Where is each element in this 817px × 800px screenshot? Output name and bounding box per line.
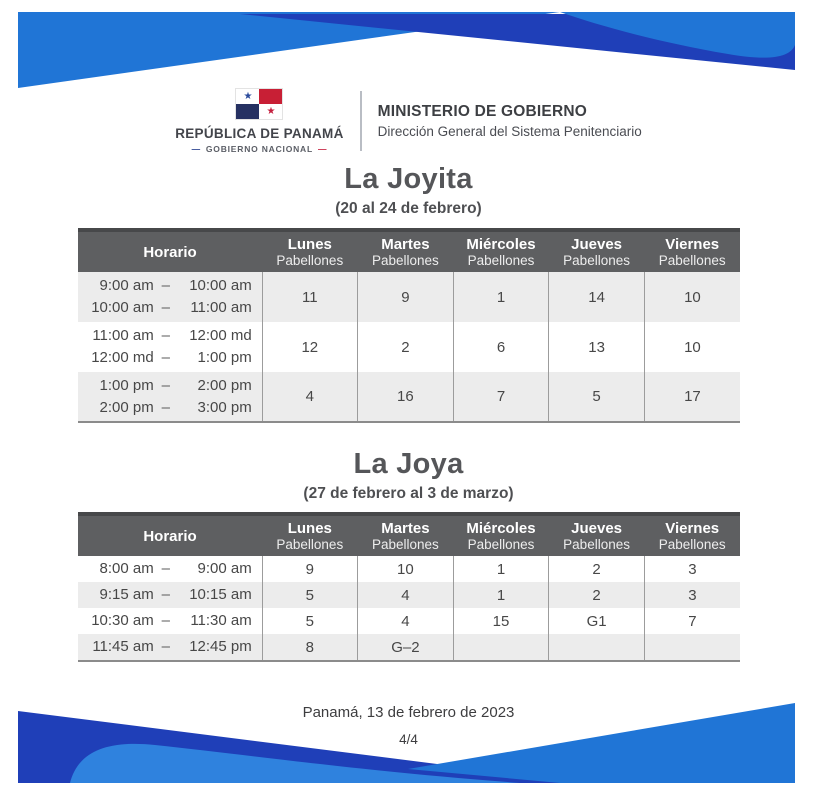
pabellones-value-cell: 5 (549, 372, 645, 422)
bottom-banner-decoration (0, 695, 817, 800)
pabellones-value-cell (453, 634, 549, 661)
time-from: 8:00 am (99, 560, 154, 577)
time-to: 12:45 pm (189, 638, 252, 655)
pabellones-value-cell: 2 (549, 556, 645, 582)
time-range (78, 275, 262, 297)
pabellones-value-cell: G–2 (358, 634, 454, 661)
day-label: Lunes (287, 519, 332, 537)
right-dash-decoration: — (317, 144, 328, 154)
time-dash: – (161, 586, 170, 603)
pabellones-value-cell: 6 (453, 322, 549, 372)
pabellones-value-cell: 4 (262, 372, 358, 422)
time-slot-cell (78, 372, 262, 422)
time-to: 10:15 am (189, 586, 252, 603)
pabellones-value-cell: G1 (549, 608, 645, 634)
time-dash: – (161, 398, 170, 416)
pabellones-label: Pabellones (371, 252, 439, 268)
pabellones-value-cell: 10 (644, 272, 740, 322)
time-range (78, 375, 262, 397)
time-range (78, 556, 262, 582)
pabellones-label: Pabellones (658, 252, 726, 268)
time-range (78, 582, 262, 608)
day-label: Jueves (571, 235, 623, 253)
schedule-row (78, 372, 740, 422)
time-slot-cell (78, 556, 262, 582)
day-label: Miércoles (466, 235, 536, 253)
schedule-row (78, 634, 740, 661)
day-header-jueves (549, 230, 645, 272)
pabellones-label: Pabellones (658, 536, 726, 552)
time-to: 11:00 am (190, 299, 252, 316)
pabellones-value-cell: 3 (644, 582, 740, 608)
pabellones-value-cell: 1 (453, 582, 549, 608)
pabellones-label: Pabellones (467, 252, 535, 268)
pabellones-value-cell (644, 634, 740, 661)
pabellones-value-cell: 14 (549, 272, 645, 322)
ministry-title: MINISTERIO DE GOBIERNO (377, 103, 588, 120)
day-label: Lunes (287, 235, 332, 253)
pabellones-value-cell: 9 (358, 272, 454, 322)
joyita-title: La Joyita (344, 163, 473, 195)
day-label: Jueves (571, 519, 623, 537)
day-header-lunes (262, 230, 358, 272)
day-label: Martes (381, 519, 430, 537)
pabellones-label: Pabellones (276, 252, 344, 268)
time-to: 10:00 am (189, 277, 252, 294)
pabellones-value-cell: 2 (549, 582, 645, 608)
time-dash: – (161, 376, 170, 394)
time-from: 9:00 am (99, 277, 154, 294)
org-header-right (378, 103, 642, 139)
republic-title: REPÚBLICA DE PANAMÁ (175, 126, 344, 141)
time-from: 12:00 md (91, 349, 154, 366)
time-dash: – (161, 638, 170, 655)
time-to: 9:00 am (197, 560, 252, 577)
time-to: 12:00 md (189, 327, 252, 344)
time-from: 11:00 am (92, 327, 154, 344)
day-header-miercoles (453, 514, 549, 556)
national-subtitle (192, 144, 328, 154)
day-header-miercoles (453, 230, 549, 272)
pabellones-label: Pabellones (563, 252, 630, 268)
day-header-viernes (644, 514, 740, 556)
time-to: 1:00 pm (197, 349, 252, 366)
time-from: 2:00 pm (99, 398, 154, 416)
national-label: GOBIERNO NACIONAL (205, 144, 313, 154)
schedule-row (78, 322, 740, 372)
pabellones-value-cell: 3 (644, 556, 740, 582)
time-range (78, 397, 262, 419)
time-from: 1:00 pm (99, 376, 154, 394)
pabellones-value-cell: 13 (549, 322, 645, 372)
time-slot-cell (78, 582, 262, 608)
time-slot-cell (78, 608, 262, 634)
day-header-viernes (644, 230, 740, 272)
pabellones-value-cell: 5 (262, 582, 358, 608)
time-slot-cell (78, 634, 262, 661)
horario-header: Horario (78, 230, 262, 272)
org-header (0, 88, 817, 154)
pabellones-value-cell: 16 (358, 372, 454, 422)
pabellones-value-cell: 10 (358, 556, 454, 582)
day-label: Miércoles (466, 519, 536, 537)
joyita-section-title (0, 163, 817, 218)
joyita-date-range: (20 al 24 de febrero) (335, 200, 482, 217)
header-divider (360, 91, 362, 151)
joya-date-range: (27 de febrero al 3 de marzo) (303, 485, 514, 502)
schedule-row (78, 272, 740, 322)
day-header-jueves (549, 514, 645, 556)
pabellones-value-cell: 5 (262, 608, 358, 634)
pabellones-value-cell (549, 634, 645, 661)
day-label: Martes (381, 235, 430, 253)
org-header-left (175, 88, 343, 154)
pabellones-label: Pabellones (563, 536, 630, 552)
pabellones-value-cell: 4 (358, 582, 454, 608)
day-header-lunes (262, 514, 358, 556)
time-range (78, 325, 262, 347)
time-dash: – (161, 349, 170, 366)
day-header-martes (358, 230, 454, 272)
pabellones-value-cell: 4 (358, 608, 454, 634)
pabellones-label: Pabellones (467, 536, 535, 552)
pabellones-label: Pabellones (371, 536, 439, 552)
time-range (78, 608, 262, 634)
joya-schedule-table (78, 512, 740, 662)
left-dash-decoration: — (191, 144, 201, 154)
time-to: 11:30 am (190, 612, 252, 629)
pabellones-value-cell: 17 (644, 372, 740, 422)
time-dash: – (161, 560, 170, 577)
pabellones-value-cell: 2 (358, 322, 454, 372)
time-to: 2:00 pm (197, 376, 252, 394)
flag-red-star: ★ (259, 104, 282, 119)
pabellones-value-cell: 1 (453, 556, 549, 582)
horario-header: Horario (78, 514, 262, 556)
table-header-row (78, 230, 740, 272)
flag-blue-star: ★ (236, 89, 259, 104)
pabellones-value-cell: 12 (262, 322, 358, 372)
pabellones-value-cell: 10 (644, 322, 740, 372)
pabellones-value-cell: 7 (453, 372, 549, 422)
time-range (78, 634, 262, 660)
department-subtitle: Dirección General del Sistema Penitenciario (377, 124, 642, 139)
day-header-martes (358, 514, 454, 556)
pabellones-value-cell: 1 (453, 272, 549, 322)
panama-flag-icon (235, 88, 283, 120)
schedule-row (78, 556, 740, 582)
time-range (78, 297, 262, 319)
schedule-row (78, 582, 740, 608)
pabellones-value-cell: 8 (262, 634, 358, 661)
pabellones-value-cell: 11 (262, 272, 358, 322)
time-dash: – (161, 299, 170, 316)
schedule-row (78, 608, 740, 634)
joyita-schedule-table (78, 228, 740, 423)
time-dash: – (161, 277, 170, 294)
time-from: 9:15 am (99, 586, 154, 603)
flag-red-quadrant (259, 89, 282, 104)
time-dash: – (161, 327, 170, 344)
time-slot-cell (78, 272, 262, 322)
time-from: 11:45 am (92, 638, 154, 655)
table-header-row (78, 514, 740, 556)
pabellones-value-cell: 15 (453, 608, 549, 634)
time-slot-cell (78, 322, 262, 372)
joya-section-title (0, 448, 817, 503)
joya-title: La Joya (353, 448, 464, 480)
time-from: 10:00 am (91, 299, 154, 316)
pabellones-label: Pabellones (276, 536, 344, 552)
day-label: Viernes (665, 235, 720, 253)
time-dash: – (161, 612, 170, 629)
day-label: Viernes (665, 519, 720, 537)
time-to: 3:00 pm (197, 398, 252, 416)
pabellones-value-cell: 7 (644, 608, 740, 634)
place-date: Panamá, 13 de febrero de 2023 (302, 704, 515, 721)
flag-blue-quadrant (236, 104, 259, 119)
time-from: 10:30 am (91, 612, 154, 629)
time-range (78, 347, 262, 369)
pabellones-value-cell: 9 (262, 556, 358, 582)
page-number: 4/4 (399, 732, 418, 747)
